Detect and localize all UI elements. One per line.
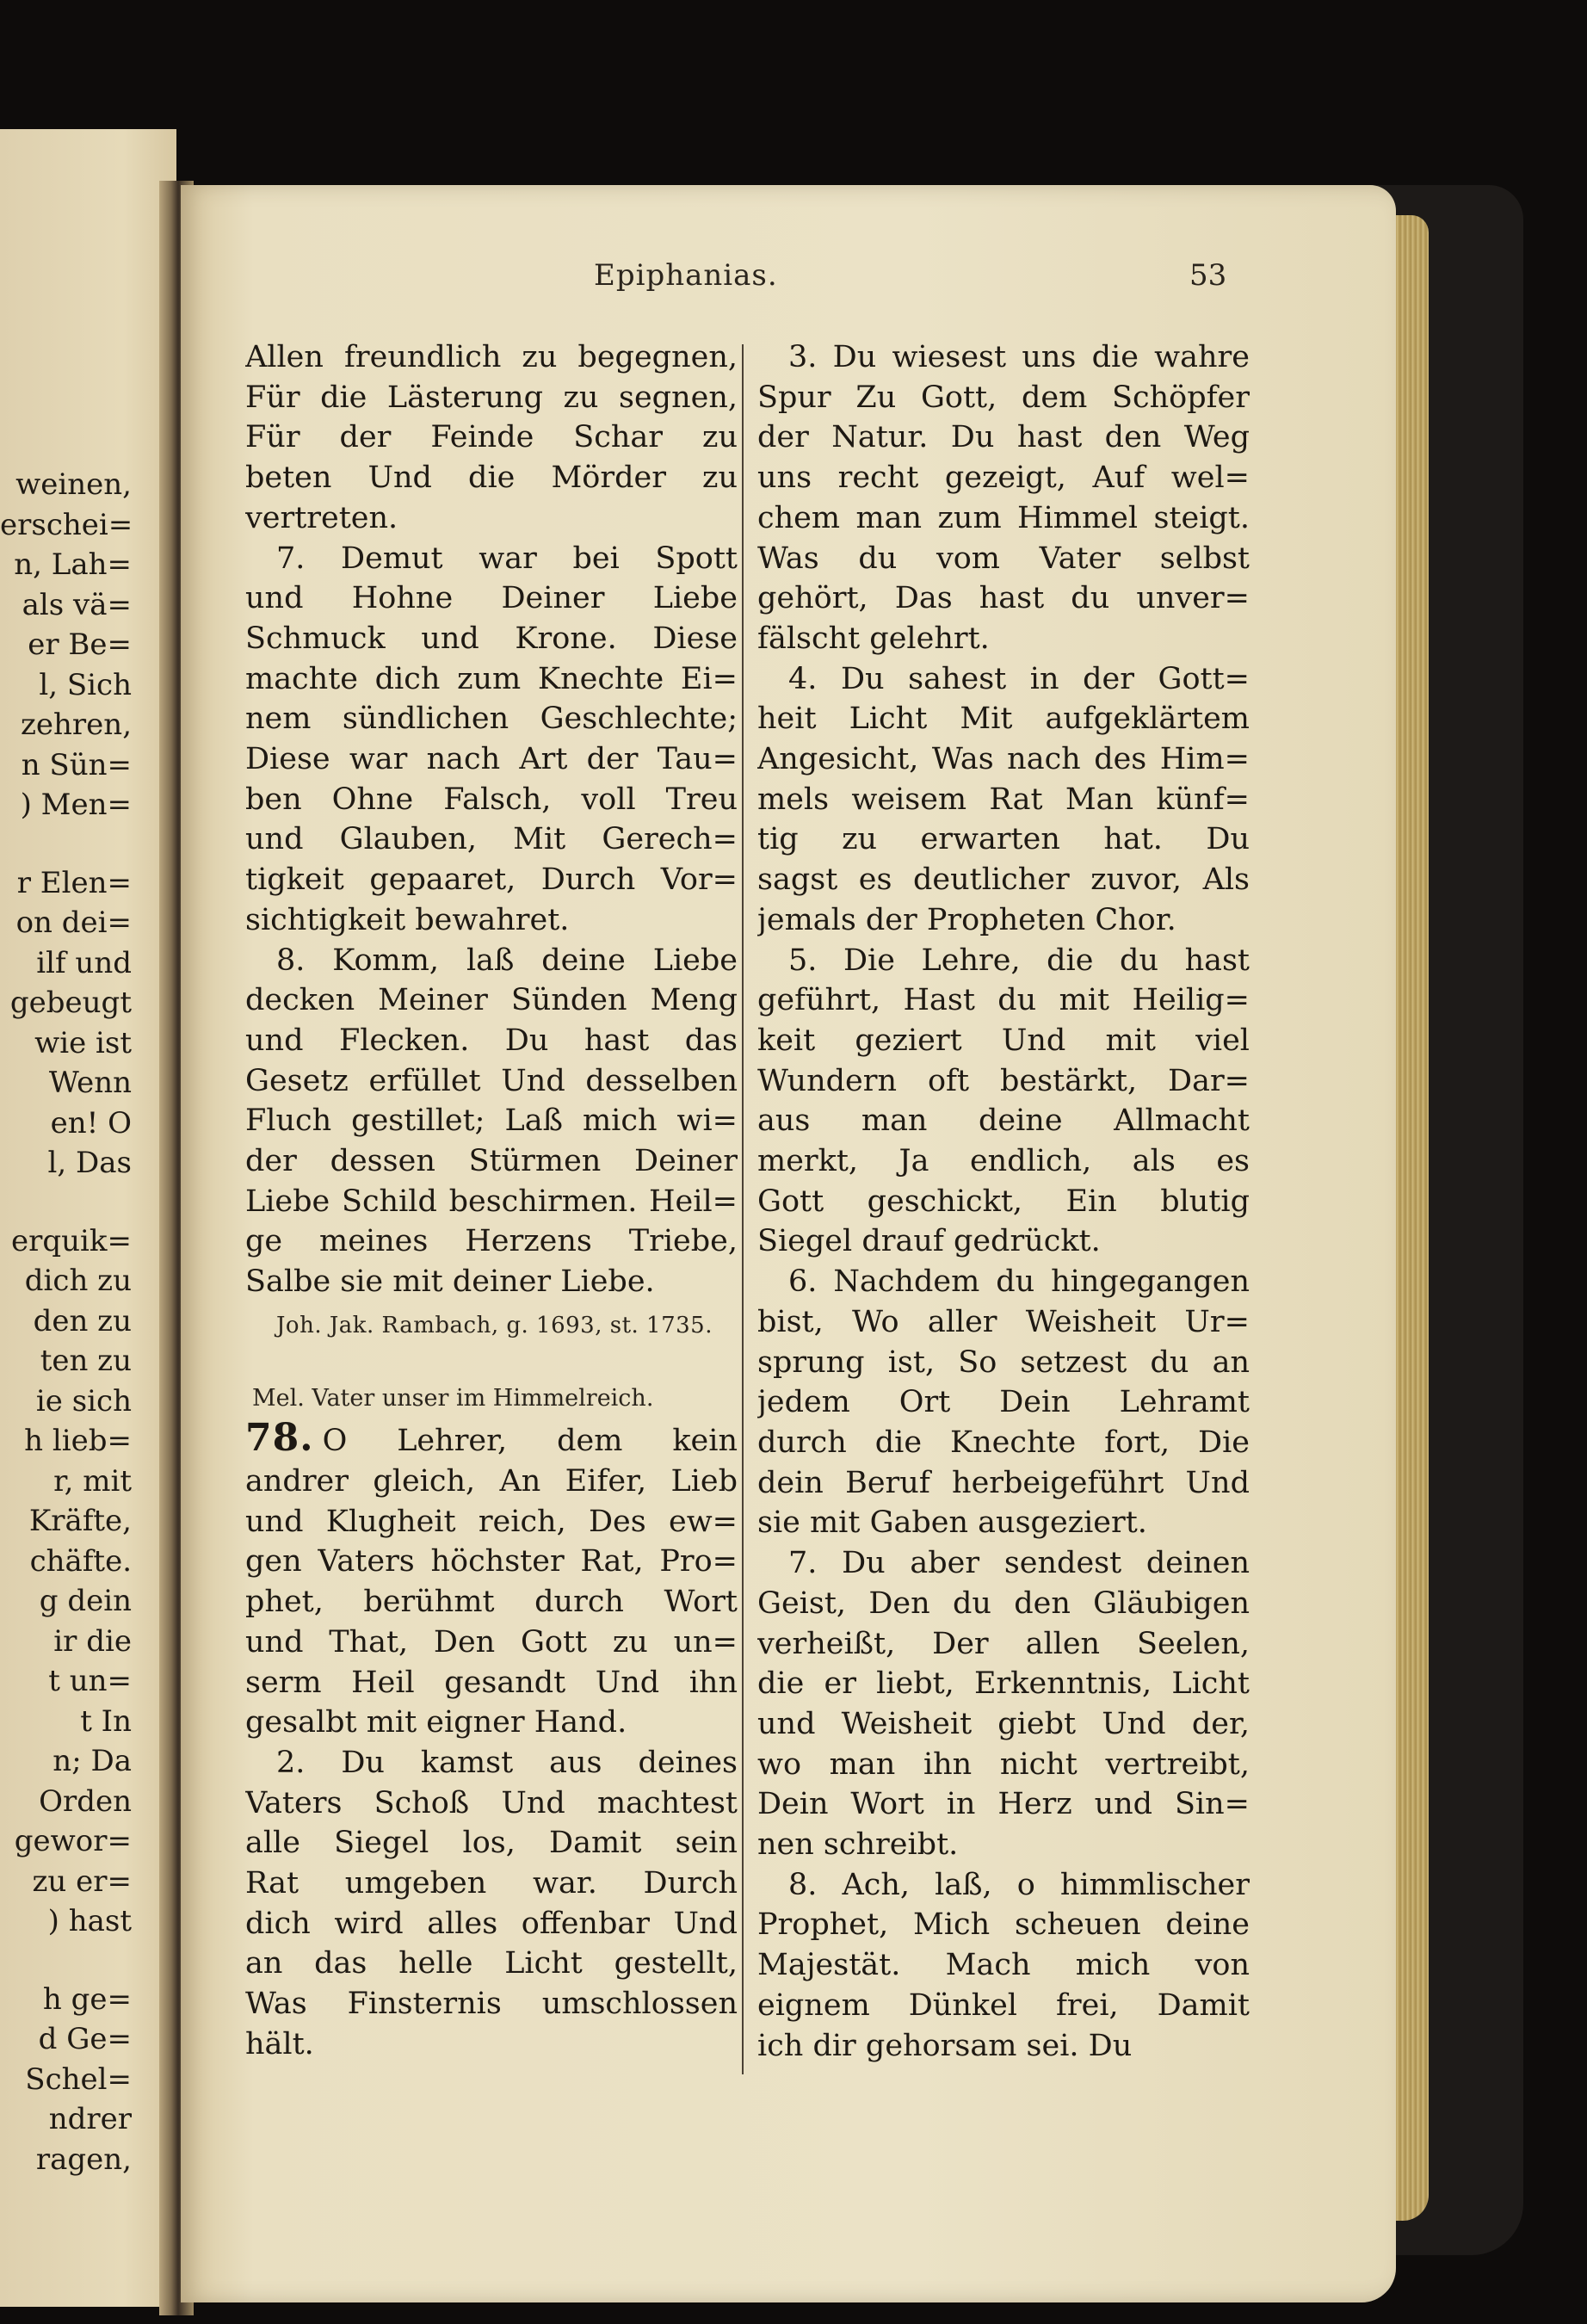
- verse-line: Angesicht, Was nach des Him=: [757, 742, 1250, 777]
- verse-line: heit Licht Mit aufgeklärtem: [757, 702, 1250, 737]
- left-page: [0, 129, 176, 2307]
- left-page-line: als vä=: [22, 587, 132, 622]
- left-page-line: ndrer: [48, 2102, 132, 2136]
- left-page-text: [0, 465, 176, 2179]
- verse-line: die er liebt, Erkenntnis, Licht: [757, 1666, 1250, 1702]
- verse-line: phet, berühmt durch Wort: [245, 1585, 738, 1620]
- verse-line: tig zu erwarten hat. Du: [757, 822, 1250, 857]
- verse-line: chem man zum Himmel steigt.: [757, 500, 1250, 535]
- verse-line: dein Beruf herbeigeführt Und: [757, 1465, 1250, 1500]
- page-header: [0, 258, 1587, 301]
- verse-line: Was du vom Vater selbst: [757, 541, 1250, 576]
- left-page-line: ten zu: [40, 1344, 132, 1378]
- left-page-line: gewor=: [14, 1824, 132, 1858]
- verse-line: alle Siegel los, Damit sein: [245, 1826, 738, 1861]
- left-page-line: Schel=: [25, 2061, 132, 2097]
- verse-line: aus man deine Allmacht: [757, 1103, 1250, 1139]
- verse-line: Für die Lästerung zu segnen,: [245, 380, 738, 415]
- verse-line: Gott geschickt, Ein blutig: [757, 1184, 1250, 1219]
- left-page-line: ) Men=: [20, 788, 132, 822]
- verse-line: der Natur. Du hast den Weg: [757, 420, 1250, 455]
- verse-line: geführt, Hast du mit Heilig=: [757, 983, 1250, 1018]
- verse-line: machte dich zum Knechte Ei=: [245, 661, 738, 696]
- verse-line: Dein Wort in Herz und Sin=: [757, 1787, 1250, 1822]
- left-page-line: erschei=: [0, 507, 133, 542]
- left-page-line: chäfte.: [29, 1543, 132, 1579]
- verse-line: Was Finsternis umschlossen: [245, 1987, 738, 2022]
- verse-line: tigkeit gepaaret, Durch Vor=: [245, 862, 738, 898]
- verse-line: wo man ihn nicht vertreibt,: [757, 1746, 1250, 1782]
- verse-line: nem sündlichen Geschlechte;: [245, 702, 738, 737]
- left-page-line: en! O: [50, 1105, 132, 1140]
- left-page-line: erquik=: [10, 1223, 132, 1258]
- verse-block: [757, 1543, 1250, 1865]
- hymn-number: 78.: [245, 1419, 314, 1461]
- left-page-line: h lieb=: [24, 1424, 132, 1458]
- verse-line: 3. Du wiesest uns die wahre: [788, 340, 1250, 374]
- left-page-line: er Be=: [28, 627, 132, 662]
- verse-line: Liebe Schild beschirmen. Heil=: [245, 1184, 738, 1219]
- verse-block: [245, 941, 738, 1302]
- left-page-line: h ge=: [42, 1981, 132, 2017]
- verse-line: Geist, Den du den Gläubigen: [757, 1585, 1250, 1621]
- page-number: 53: [1189, 258, 1227, 293]
- running-head: Epiphanias.: [594, 258, 778, 293]
- left-page-line: dich zu: [24, 1264, 132, 1298]
- hymn-78-first-verse: [245, 1419, 738, 1743]
- verse-block: [757, 1262, 1250, 1543]
- verse-line: vertreten.: [245, 500, 398, 535]
- left-page-line: weinen,: [15, 467, 132, 502]
- verse-line: Siegel drauf gedrückt.: [757, 1224, 1101, 1259]
- left-page-line: t In: [80, 1703, 132, 1739]
- text-column-right: [757, 337, 1250, 2066]
- left-page-line: gebeugt: [9, 986, 132, 1020]
- verse-line: Vaters Schoß Und machtest: [245, 1785, 738, 1820]
- verse-block: [245, 337, 738, 539]
- verse-line: und Glauben, Mit Gerech=: [245, 822, 738, 857]
- verse-block: [245, 539, 738, 941]
- verse-line: und Klugheit reich, Des ew=: [245, 1504, 738, 1539]
- left-page-line: Kräfte,: [28, 1504, 132, 1538]
- left-page-line: t un=: [48, 1664, 132, 1698]
- melody-note: Mel. Vater unser im Himmelreich.: [252, 1384, 654, 1412]
- text-column-left: [245, 337, 738, 2065]
- verse-line: gen Vaters höchster Rat, Pro=: [245, 1544, 738, 1579]
- column-divider: [742, 344, 744, 2074]
- verse-line: nen schreibt.: [757, 1827, 959, 1863]
- verse-line: ben Ohne Falsch, voll Treu: [245, 782, 738, 817]
- left-page-line: n; Da: [52, 1744, 132, 1778]
- verse-line: fälscht gelehrt.: [757, 621, 990, 656]
- verse-line: gesalbt mit eigner Hand.: [245, 1705, 627, 1740]
- verse-line: Majestät. Mach mich von: [757, 1948, 1250, 1983]
- verse-line: Wundern oft bestärkt, Dar=: [757, 1063, 1250, 1098]
- verse-line: serm Heil gesandt Und ihn: [245, 1665, 738, 1700]
- verse-line: 2. Du kamst aus deines: [276, 1745, 738, 1780]
- verse-line: und Hohne Deiner Liebe: [245, 581, 738, 616]
- verse-block: [757, 941, 1250, 1263]
- left-page-line: den zu: [33, 1303, 132, 1338]
- verse-line: bist, Wo aller Weisheit Ur=: [757, 1304, 1250, 1339]
- verse-line: und Flecken. Du hast das: [245, 1023, 738, 1058]
- verse-block: [757, 659, 1250, 941]
- verse-line: Allen freundlich zu begegnen,: [245, 340, 738, 374]
- verse-line: decken Meiner Sünden Meng: [245, 983, 738, 1018]
- left-page-line: r, mit: [53, 1463, 132, 1499]
- verse-line: und Weisheit giebt Und der,: [757, 1706, 1250, 1741]
- verse-line: Für der Feinde Schar zu: [245, 420, 738, 455]
- verse-line: uns recht gezeigt, Auf wel=: [757, 460, 1250, 496]
- verse-line: 7. Du aber sendest deinen: [788, 1546, 1250, 1581]
- left-page-line: n Sün=: [21, 747, 132, 782]
- verse-line: sprung ist, So setzest du an: [757, 1344, 1250, 1380]
- verse-line: Salbe sie mit deiner Liebe.: [245, 1264, 655, 1300]
- verse-line: Spur Zu Gott, dem Schöpfer: [757, 380, 1250, 415]
- verse-line: Rat umgeben war. Durch: [245, 1866, 738, 1901]
- left-page-gap: [0, 1942, 176, 1980]
- hymn-attribution: Joh. Jak. Rambach, g. 1693, st. 1735.: [276, 1312, 713, 1338]
- left-page-line: g dein: [39, 1584, 132, 1618]
- verse-line: ge meines Herzens Triebe,: [245, 1224, 738, 1259]
- verse-line: jedem Ort Dein Lehramt: [757, 1385, 1250, 1420]
- left-page-line: d Ge=: [38, 2022, 132, 2056]
- verse-line: eignem Dünkel frei, Damit: [757, 1987, 1250, 2023]
- verse-line-text: O Lehrer, dem kein: [322, 1424, 738, 1459]
- verse-line: an das helle Licht gestellt,: [245, 1946, 738, 1981]
- left-page-line: l, Das: [47, 1146, 132, 1180]
- left-page-line: ilf und: [36, 945, 132, 980]
- verse-line: dich wird alles offenbar Und: [245, 1906, 738, 1941]
- left-page-line: ) hast: [47, 1904, 132, 1938]
- left-page-gap: [0, 825, 176, 863]
- verse-line: 5. Die Lehre, die du hast: [788, 943, 1250, 978]
- verse-line: 7. Demut war bei Spott: [276, 541, 738, 576]
- verse-line: 6. Nachdem du hingegangen: [788, 1264, 1250, 1300]
- left-page-gap: [0, 1184, 176, 1221]
- verse-line: mels weisem Rat Man künf=: [757, 782, 1250, 817]
- verse-line: beten Und die Mörder zu: [245, 460, 738, 496]
- left-page-line: Wenn: [48, 1066, 132, 1100]
- verse-line: der dessen Stürmen Deiner: [245, 1144, 738, 1179]
- left-page-line: ir die: [53, 1623, 132, 1659]
- verse-line: sagst es deutlicher zuvor, Als: [757, 862, 1250, 898]
- verse-line: und That, Den Gott zu un=: [245, 1624, 738, 1660]
- verse-line: verheißt, Der allen Seelen,: [757, 1626, 1250, 1661]
- left-page-line: wie ist: [34, 1025, 132, 1060]
- left-page-line: ragen,: [35, 2142, 132, 2177]
- verse-line: gehört, Das hast du unver=: [757, 581, 1250, 616]
- verse-line: andrer gleich, An Eifer, Lieb: [245, 1463, 738, 1499]
- verse-line: Diese war nach Art der Tau=: [245, 742, 738, 777]
- verse-line: Fluch gestillet; Laß mich wi=: [245, 1103, 738, 1139]
- left-page-line: zu er=: [32, 1864, 132, 1899]
- left-page-line: zehren,: [20, 708, 132, 742]
- left-page-line: Orden: [39, 1783, 132, 1819]
- left-page-line: l, Sich: [39, 667, 132, 702]
- verse-line: jemals der Propheten Chor.: [757, 902, 1176, 937]
- verse-line: sie mit Gaben ausgeziert.: [757, 1505, 1147, 1541]
- verse-block: [245, 1462, 738, 1743]
- verse-line: sichtigkeit bewahret.: [245, 902, 570, 937]
- verse-line: 8. Komm, laß deine Liebe: [276, 943, 738, 978]
- left-page-line: r Elen=: [16, 865, 132, 900]
- verse-line: Gesetz erfüllet Und desselben: [245, 1063, 738, 1098]
- verse-line: Prophet, Mich scheuen deine: [757, 1907, 1250, 1943]
- verse-line: Schmuck und Krone. Diese: [245, 621, 738, 656]
- verse-line: hält.: [245, 2026, 314, 2061]
- left-page-line: ie sich: [35, 1383, 132, 1419]
- verse-line: 4. Du sahest in der Gott=: [788, 661, 1250, 696]
- verse-line: [245, 1419, 738, 1462]
- left-page-line: on dei=: [15, 905, 132, 940]
- verse-block: [245, 1743, 738, 2065]
- verse-block: [757, 337, 1250, 659]
- verse-line: merkt, Ja endlich, als es: [757, 1144, 1250, 1179]
- verse-block: [757, 1865, 1250, 2067]
- verse-line: 8. Ach, laß, o himmlischer: [788, 1867, 1250, 1902]
- left-page-line: n, Lah=: [14, 547, 132, 582]
- verse-line: keit geziert Und mit viel: [757, 1023, 1250, 1058]
- verse-line: ich dir gehorsam sei. Du: [757, 2028, 1133, 2063]
- verse-line: durch die Knechte fort, Die: [757, 1425, 1250, 1460]
